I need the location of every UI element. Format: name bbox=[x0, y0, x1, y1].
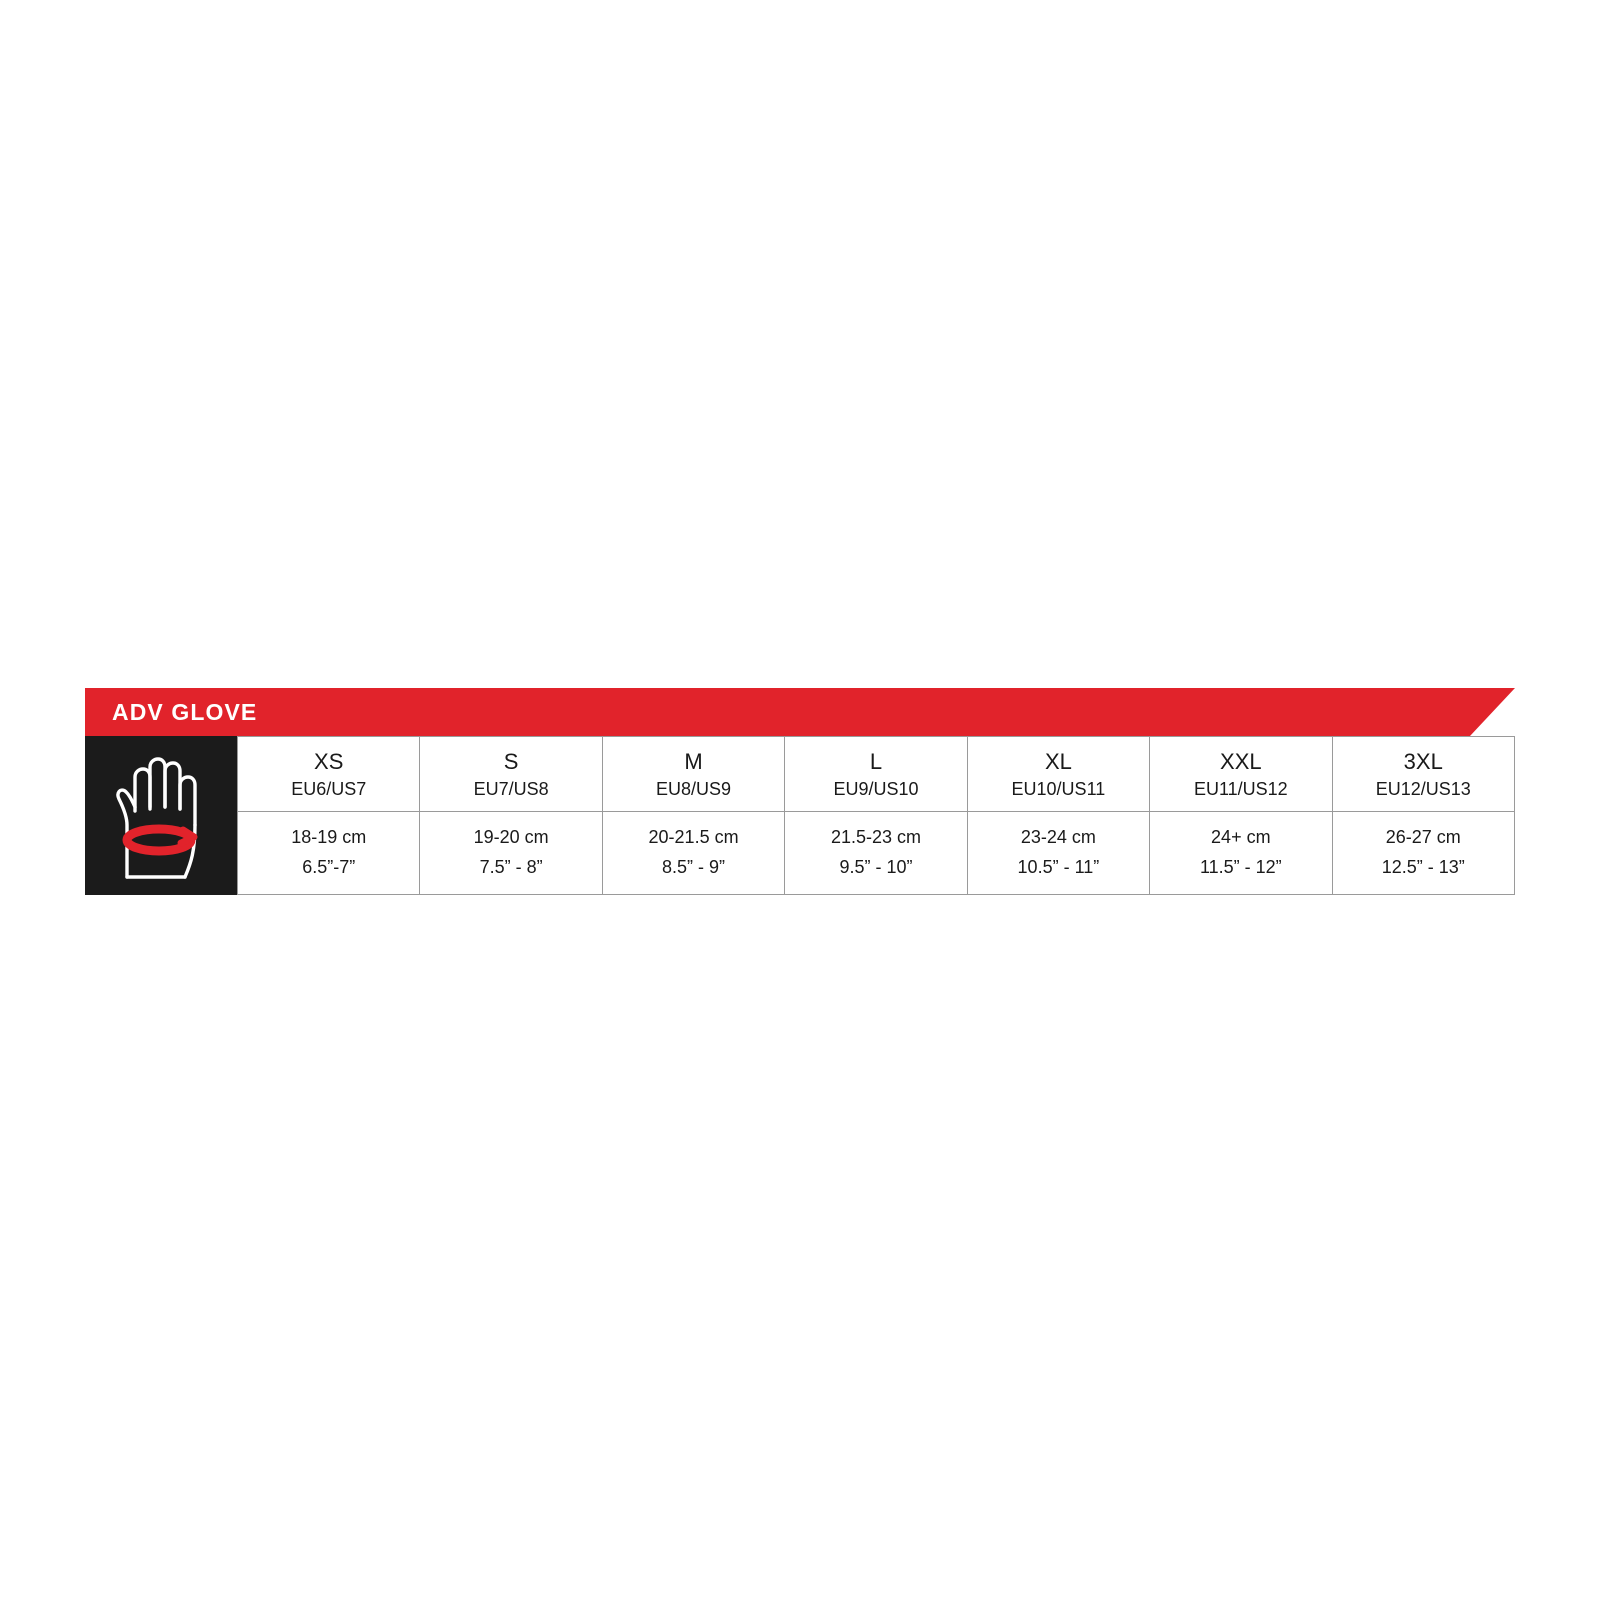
size-column-l-body bbox=[785, 812, 966, 894]
size-label: XXL bbox=[1220, 749, 1262, 774]
measurement-inch: 6.5”-7” bbox=[302, 857, 356, 877]
size-column-xxl bbox=[1150, 736, 1332, 895]
size-sublabel: EU10/US11 bbox=[1011, 779, 1106, 799]
size-label: L bbox=[869, 749, 883, 774]
size-column-xs bbox=[237, 736, 420, 895]
size-column-xl-body bbox=[968, 812, 1149, 894]
measurement-cm: 26-27 cm bbox=[1385, 827, 1461, 847]
size-label: 3XL bbox=[1403, 749, 1443, 774]
size-column-xl-head bbox=[968, 737, 1149, 812]
size-column-xxl-head bbox=[1150, 737, 1331, 812]
size-column-xs-body bbox=[238, 812, 419, 894]
measurement-inch: 9.5” - 10” bbox=[839, 857, 913, 877]
size-label: XS bbox=[314, 749, 344, 774]
measurement-cm: 20-21.5 cm bbox=[648, 827, 739, 847]
size-column-l-head bbox=[785, 737, 966, 812]
size-column-m-body bbox=[603, 812, 784, 894]
measurement-inch: 7.5” - 8” bbox=[479, 857, 543, 877]
chart-banner bbox=[85, 688, 1515, 736]
size-sublabel: EU7/US8 bbox=[473, 779, 549, 799]
measurement-inch: 8.5” - 9” bbox=[662, 857, 726, 877]
measurement-cm: 19-20 cm bbox=[473, 827, 549, 847]
measurement-inch: 12.5” - 13” bbox=[1381, 857, 1465, 877]
size-column-3xl bbox=[1333, 736, 1515, 895]
hand-measure-icon-cell bbox=[85, 736, 237, 895]
hand-measure-icon bbox=[101, 751, 221, 881]
size-label: XL bbox=[1044, 749, 1072, 774]
measurement-cm: 23-24 cm bbox=[1020, 827, 1096, 847]
banner-shape-icon bbox=[85, 688, 1515, 736]
size-column-xxl-body bbox=[1150, 812, 1331, 894]
size-table bbox=[85, 736, 1515, 895]
size-column-l bbox=[785, 736, 967, 895]
measurement-inch: 10.5” - 11” bbox=[1017, 857, 1100, 877]
size-column-s bbox=[420, 736, 602, 895]
size-sublabel: EU6/US7 bbox=[291, 779, 367, 799]
measurement-cm: 24+ cm bbox=[1211, 827, 1271, 847]
size-chart bbox=[85, 688, 1515, 895]
size-column-3xl-body bbox=[1333, 812, 1514, 894]
size-column-xs-head bbox=[238, 737, 419, 812]
size-column-s-body bbox=[420, 812, 601, 894]
size-column-xl bbox=[968, 736, 1150, 895]
size-column-m-head bbox=[603, 737, 784, 812]
size-sublabel: EU12/US13 bbox=[1375, 779, 1471, 799]
size-label: M bbox=[684, 749, 703, 774]
measurement-cm: 21.5-23 cm bbox=[830, 827, 921, 847]
size-columns bbox=[237, 736, 1515, 895]
size-column-3xl-head bbox=[1333, 737, 1514, 812]
measurement-cm: 18-19 cm bbox=[291, 827, 367, 847]
size-sublabel: EU11/US12 bbox=[1193, 779, 1288, 799]
measurement-inch: 11.5” - 12” bbox=[1199, 857, 1282, 877]
size-label: S bbox=[503, 749, 519, 774]
size-column-m bbox=[603, 736, 785, 895]
size-column-s-head bbox=[420, 737, 601, 812]
size-sublabel: EU9/US10 bbox=[833, 779, 919, 799]
size-sublabel: EU8/US9 bbox=[656, 779, 732, 799]
chart-title: ADV GLOVE bbox=[112, 699, 258, 725]
